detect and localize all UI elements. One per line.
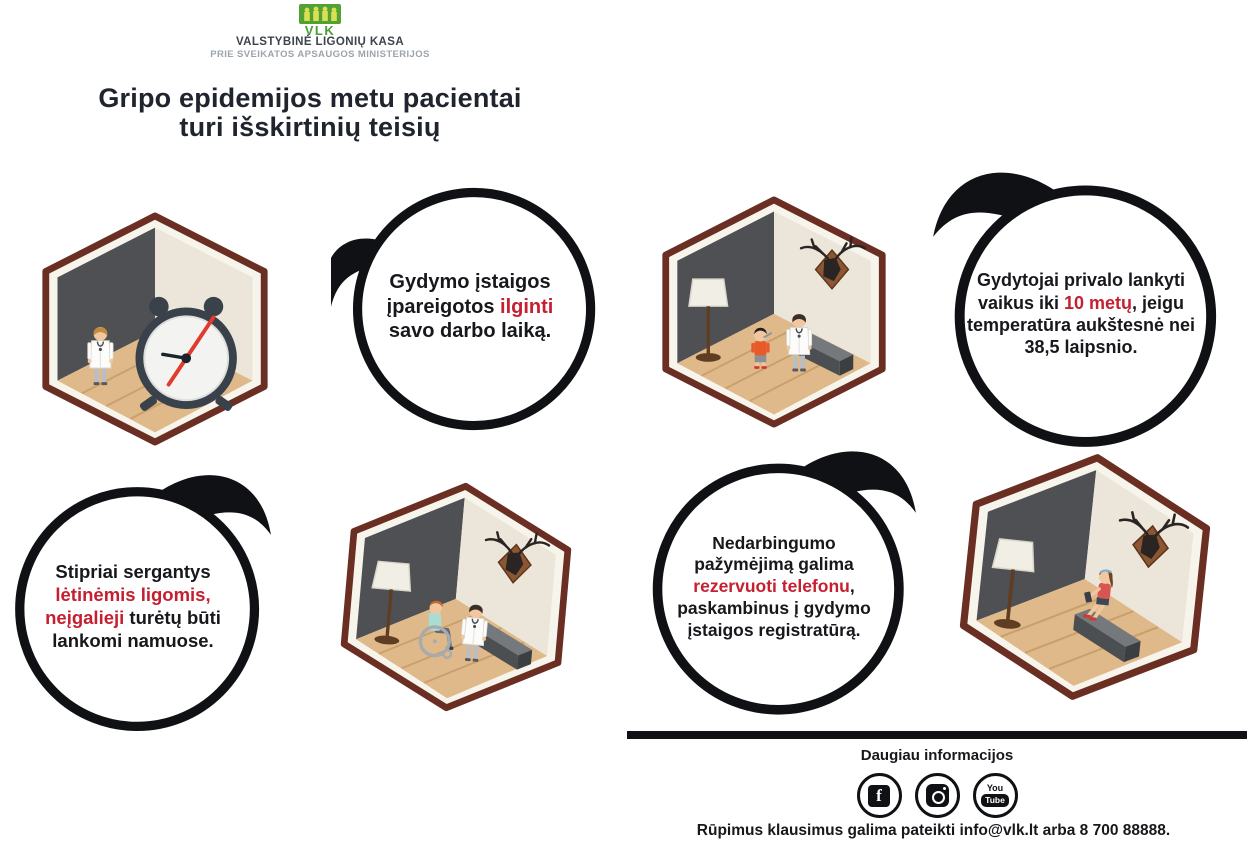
illustration-doctor-child-room [650, 196, 898, 428]
more-info-label: Daugiau informacijos [860, 747, 1014, 764]
speech-bubble-2 [931, 164, 1231, 464]
bubble-4-text: Nedarbingumo pažymėjimą galima rezervuoti telefonu, paskambinus į gydymo įstaigos registratūrą. [677, 532, 871, 640]
facebook-icon[interactable]: f [857, 773, 902, 818]
vlk-logo-acronym: VLK [304, 23, 336, 38]
highlight-red-text: ilginti [500, 295, 554, 318]
org-subtitle: PRIE SVEIKATOS APSAUGOS MINISTERIJOS [210, 49, 430, 60]
instagram-icon[interactable] [915, 773, 960, 818]
bubble-3-text: Stipriai sergantys lėtinėmis ligomis, neįgalieji turėtų būti lankomi namuose. [45, 561, 221, 651]
highlight-red-text: 10 metų [1064, 292, 1133, 313]
speech-bubble-1 [331, 168, 609, 446]
highlight-red-text: lėtinėmis ligomis, neįgalieji [45, 584, 211, 628]
page-title-line1: Gripo epidemijos metu pacientai [98, 83, 522, 113]
bubble-2-text: Gydytojai privalo lankyti vaikus iki 10 metų, jeigu temperatūra aukštesnė nei 38,5 laipsnio. [966, 270, 1196, 358]
bubble-1-text: Gydymo įstaigos įpareigotos ilginti savo darbo laiką. [386, 270, 554, 343]
illustration-woman-phone-room [944, 440, 1227, 714]
vlk-logo-icon [299, 4, 341, 24]
page-title [28, 84, 592, 141]
illustration-doctor-clock-room [38, 210, 272, 448]
speech-bubble-3 [0, 467, 273, 747]
org-name: VALSTYBINĖ LIGONIŲ KASA [235, 36, 405, 48]
illustration-doctor-wheelchair-room [318, 471, 593, 722]
youtube-icon[interactable]: You Tube [973, 773, 1018, 818]
footer-divider [627, 731, 1247, 739]
contact-line: Rūpimus klausimus galima pateikti info@vlk.lt arba 8 700 88888. [696, 822, 1171, 839]
highlight-red-text: rezervuoti telefonu [693, 576, 850, 597]
speech-bubble-4 [630, 443, 918, 731]
page-title-line2: turi išskirtinių teisių [179, 111, 441, 142]
social-icons-row [627, 773, 1247, 818]
